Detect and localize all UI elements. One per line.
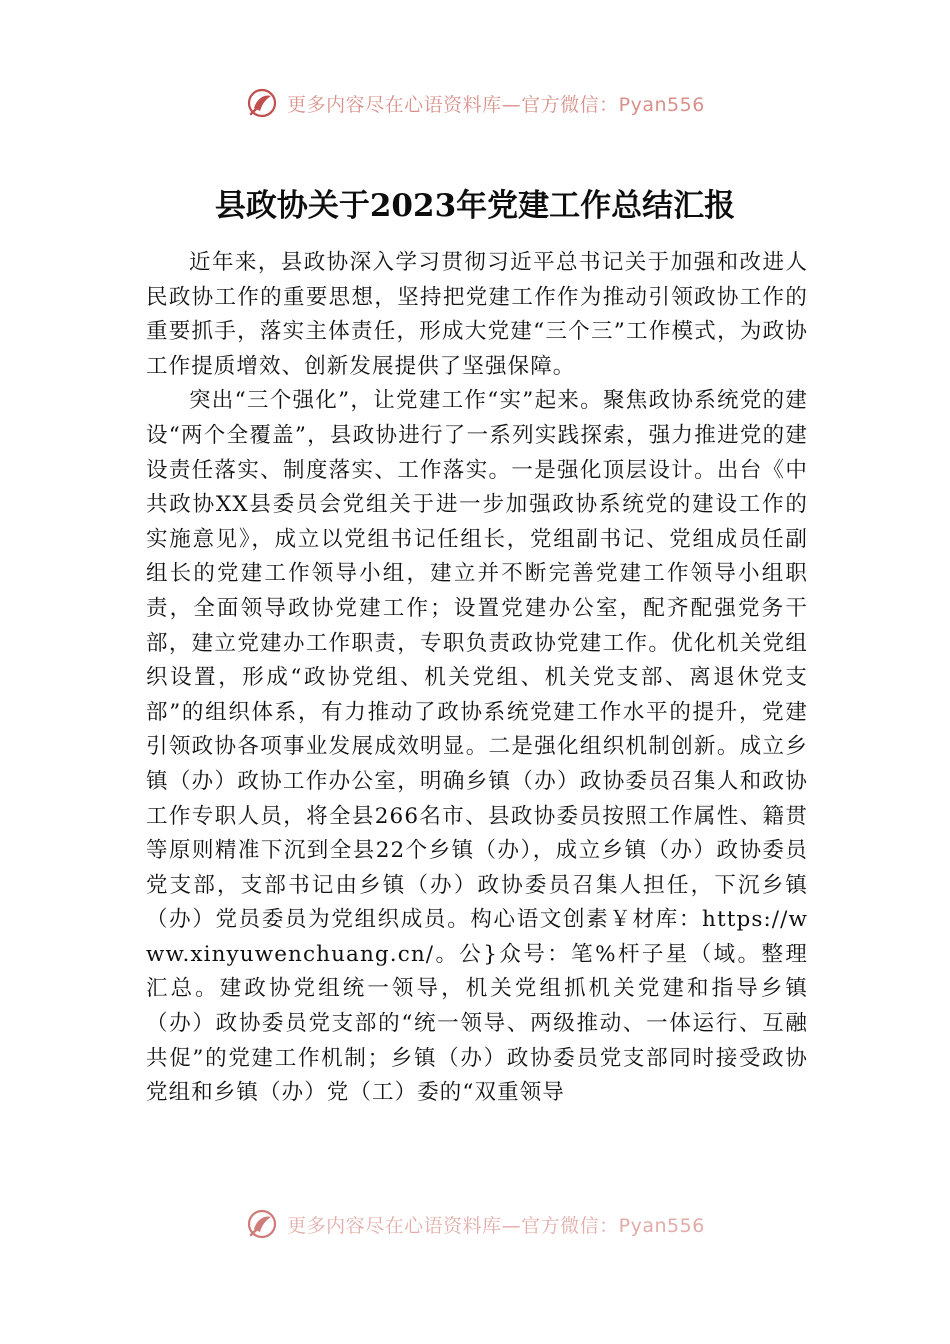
paragraph-intro: 近年来，县政协深入学习贯彻习近平总书记关于加强和改进人民政协工作的重要思想，坚持把党建工作作为推动引领政协工作的重要抓手，落实主体责任，形成大党建“三个三”工作模式，为政协工作提质增效、创新发展提供了坚强保障。 bbox=[146, 250, 808, 379]
document-title: 县政协关于2023年党建工作总结汇报 bbox=[214, 188, 736, 224]
document-body bbox=[146, 246, 808, 1216]
watermark-text: 更多内容尽在心语资料库—官方微信：Pyan556 bbox=[287, 1214, 705, 1237]
logo-icon bbox=[245, 86, 279, 120]
paragraph-three-strengthens: 突出“三个强化”，让党建工作“实”起来。聚焦政协系统党的建设“两个全覆盖”，县政协进行了一系列实践探索，强力推进党的建设责任落实、制度落实、工作落实。一是强化顶层设计。出台《中共政协XX县委员会党组关于进一步加强政协系统党的建设工作的实施意见》，成立以党组书记任组长，党组副书记、党组成员任副组长的党建工作领导小组，建立并不断完善党建工作领导小组职责，全面领导政协党建工作；设置党建办公室，配齐配强党务干部，建立党建办工作职责，专职负责政协党建工作。优化机关党组织设置，形成“政协党组、机关党组、机关党支部、离退休党支部”的组织体系，有力推动了政协系统党建工作水平的提升，党建引领政协各项事业发展成效明显。二是强化组织机制创新。成立乡镇（办）政协工作办公室，明确乡镇（办）政协委员召集人和政协工作专职人员，将全县266名市、县政协委员按照工作属性、籍贯等原则精准下沉到全县22个乡镇（办），成立乡镇（办）政协委员党支部，支部书记由乡镇（办）政协委员召集人担任，下沉乡镇（办）党员委员为党组织成员。构心语文创素￥材库：https://www.xinyuwenchuang.cn/。公}众号：笔%杆子星（域。整理汇总。建政协党组统一领导，机关党组抓机关党建和指导乡镇（办）政协委员党支部的“统一领导、两级推动、一体运行、互融共促”的党建工作机制；乡镇（办）政协委员党支部同时接受政协党组和乡镇（办）党（工）委的“双重领导 bbox=[146, 388, 808, 1106]
footer-watermark bbox=[0, 1207, 950, 1241]
logo-icon bbox=[245, 1207, 279, 1241]
header-watermark bbox=[0, 86, 950, 120]
watermark-text: 更多内容尽在心语资料库—官方微信：Pyan556 bbox=[287, 93, 705, 116]
